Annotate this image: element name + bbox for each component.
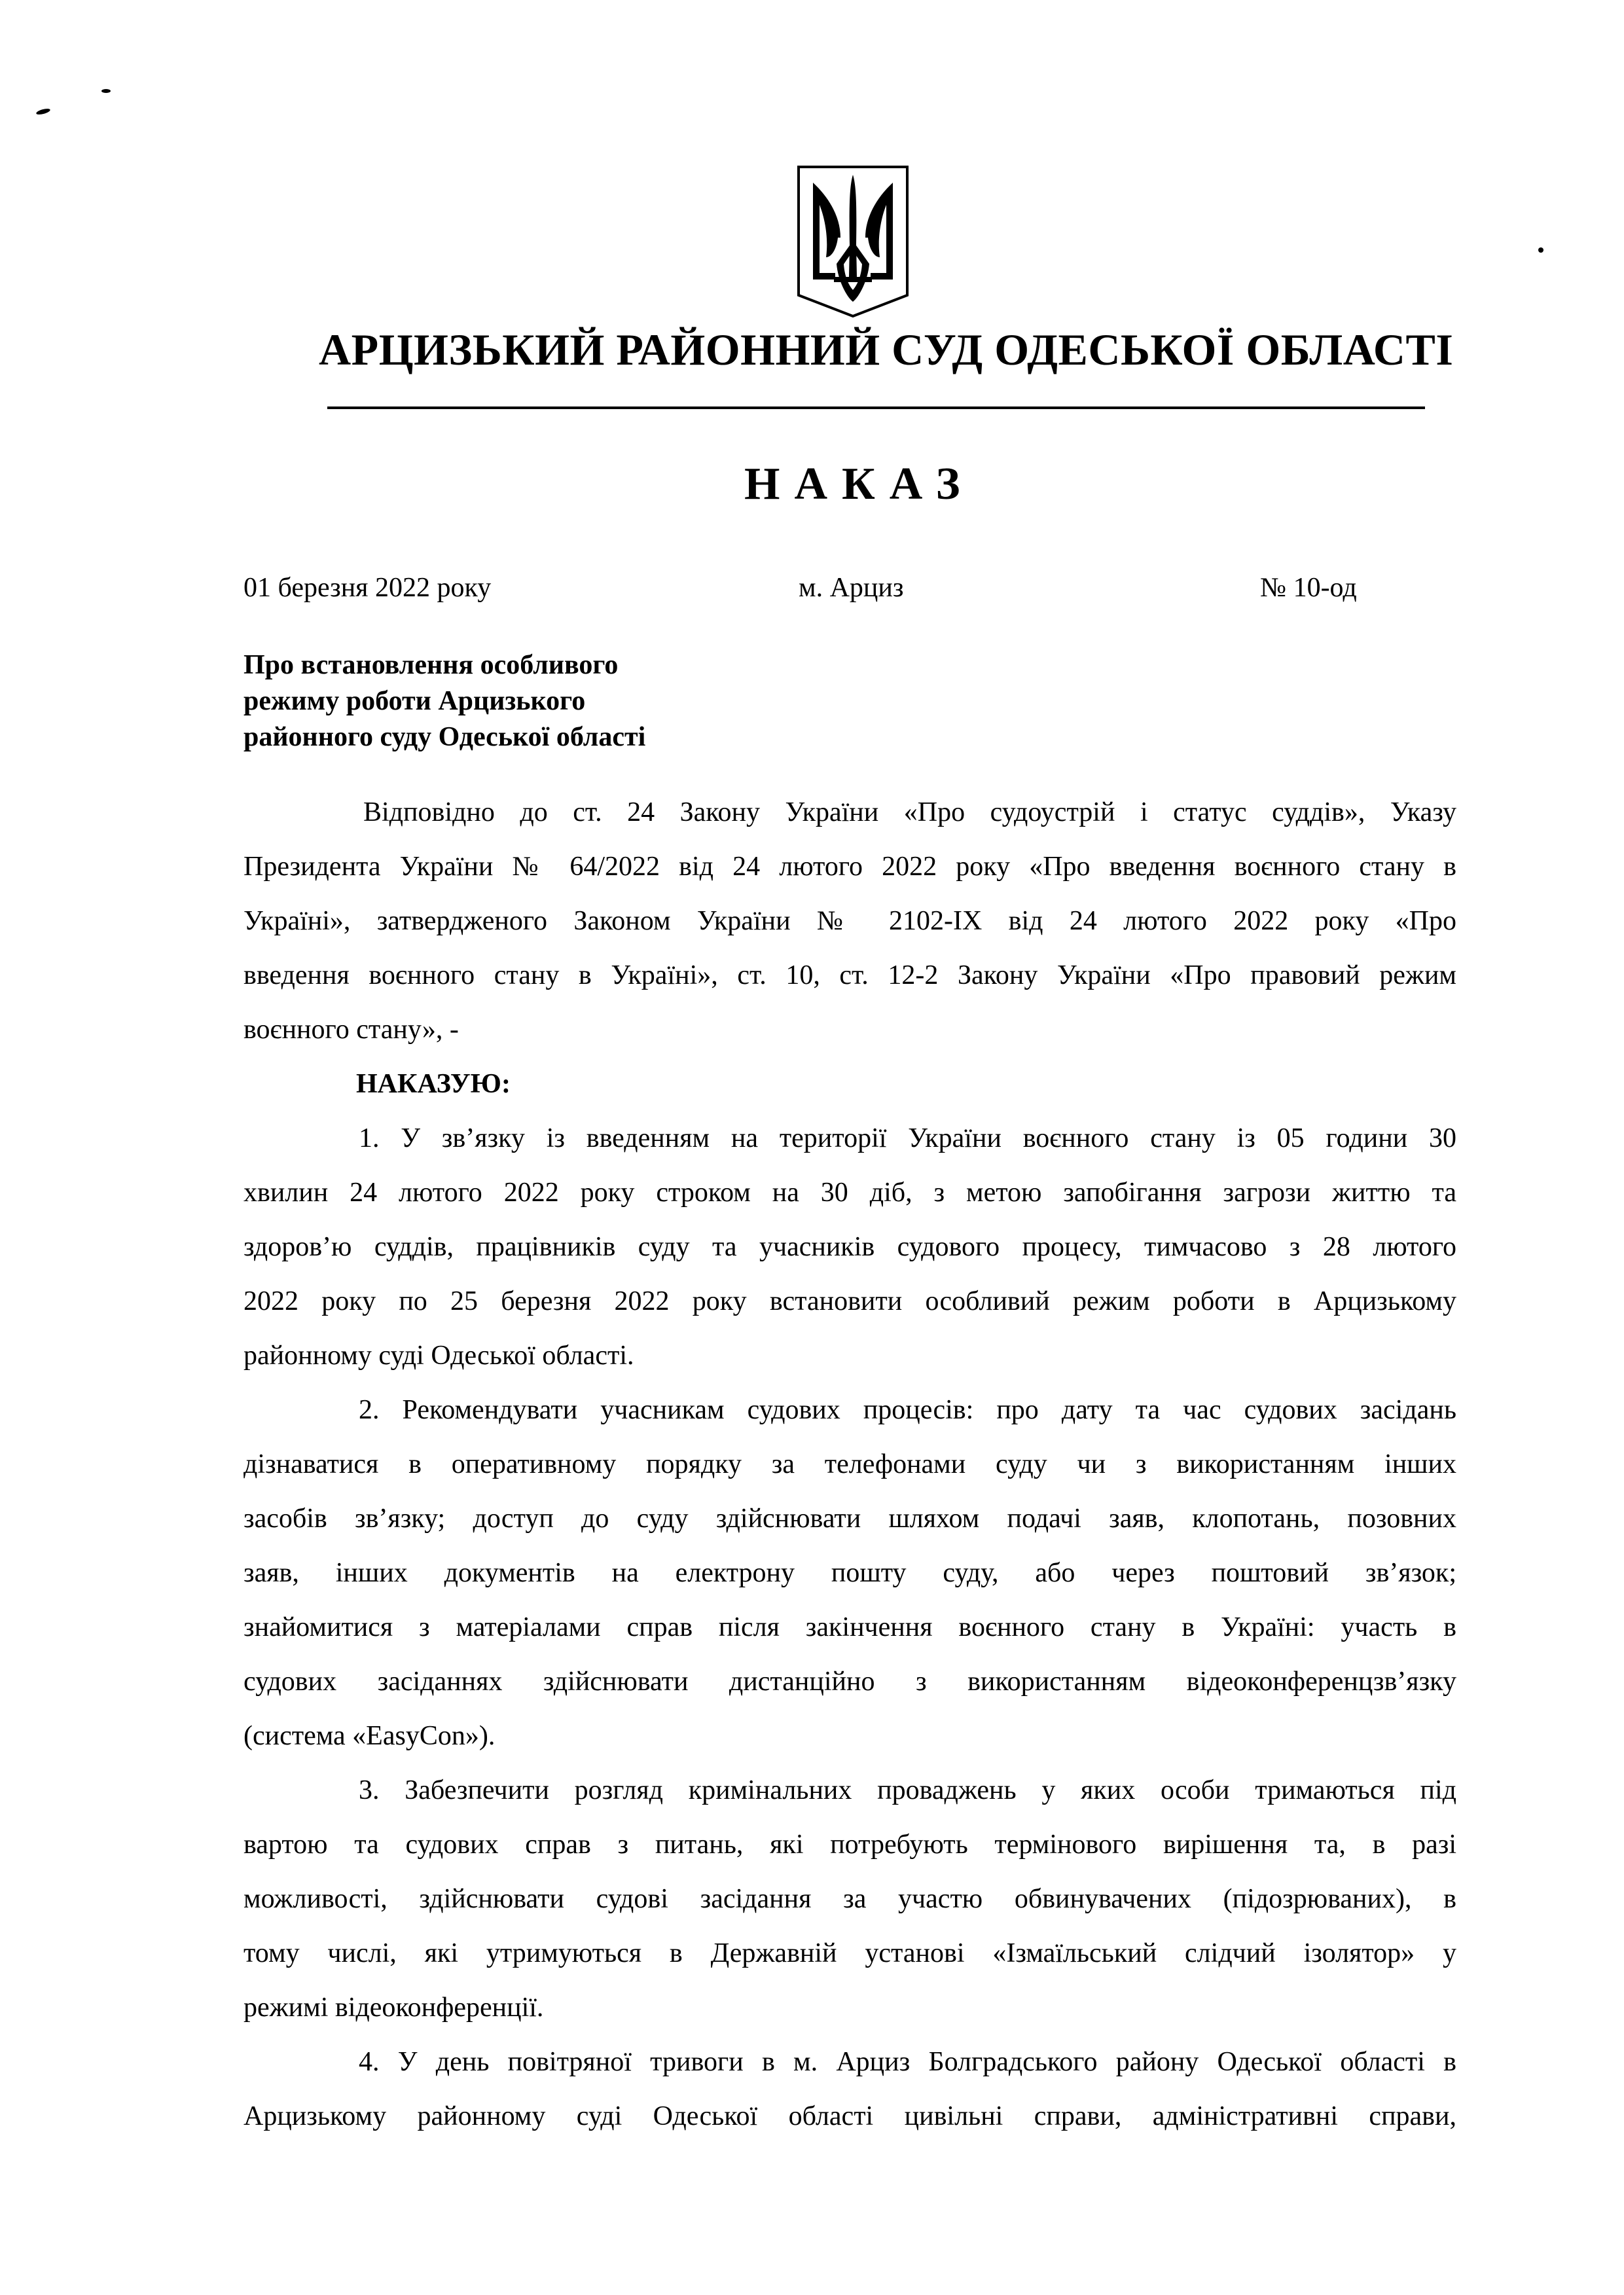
text-line: вартою та судових справ з питань, які потребують термінового вирішення та, в разі: [244, 1830, 1456, 1860]
text-line: здоров’ю суддів, працівників суду та учасників судового процесу, тимчасово з 28 лютого: [244, 1232, 1456, 1262]
text-line: 4. У день повітряної тривоги в м. Арциз Болградського району Одеської області в: [359, 2047, 1456, 2077]
subject-line: районного суду Одеської області: [244, 722, 646, 752]
text-line: (система «EasyCon»).: [244, 1721, 496, 1751]
text-line: 2. Рекомендувати учасникам судових процесів: про дату та час судових засідань: [359, 1395, 1456, 1425]
scan-speck: [35, 107, 50, 115]
order-item-2: [244, 1383, 1456, 1763]
text-line: 1. У зв’язку із введенням на території України воєнного стану із 05 години 30: [359, 1123, 1456, 1153]
text-line: Відповідно до ст. 24 Закону України «Про судоустрій і статус суддів», Указу: [363, 797, 1456, 827]
order-verb: НАКАЗУЮ:: [356, 1069, 511, 1099]
document-type-title: НАКАЗ: [744, 459, 975, 509]
order-subject: [244, 647, 645, 755]
text-line: воєнного стану», -: [244, 1015, 459, 1045]
order-item-4: [244, 2035, 1456, 2144]
order-item-1: [244, 1111, 1456, 1383]
text-line: Арцизькому районному суді Одеської області цивільні справи, адміністративні справи,: [244, 2101, 1456, 2131]
text-line: Президента України № 64/2022 від 24 лютого 2022 року «Про введення воєнного стану в: [244, 852, 1456, 882]
text-line: хвилин 24 лютого 2022 року строком на 30 діб, з метою запобігання загрози життю та: [244, 1178, 1456, 1208]
order-body: [244, 786, 1456, 2144]
order-number: № 10-од: [1260, 573, 1357, 603]
subject-line: режиму роботи Арцизького: [244, 686, 586, 716]
text-line: районному суді Одеської області.: [244, 1341, 634, 1371]
text-line: судових засіданнях здійснювати дистанційно з використанням відеоконференцзв’язку: [244, 1667, 1456, 1697]
text-line: дізнаватися в оперативному порядку за телефонами суду чи з використанням інших: [244, 1449, 1456, 1479]
text-line: засобів зв’язку; доступ до суду здійснювати шляхом подачі заяв, клопотань, позовних: [244, 1504, 1456, 1534]
coat-of-arms-icon: [797, 166, 909, 317]
text-line: 3. Забезпечити розгляд кримінальних проваджень у яких особи тримаються під: [359, 1775, 1456, 1805]
text-line: тому числі, які утримуються в Державній установі «Ізмаїльський слідчий ізолятор» у: [244, 1938, 1456, 1968]
text-line: Україні», затвердженого Законом України № 2102-IX від 24 лютого 2022 року «Про: [244, 906, 1456, 936]
text-line: 2022 року по 25 березня 2022 року встановити особливий режим роботи в Арцизькому: [244, 1286, 1456, 1316]
text-line: можливості, здійснювати судові засідання за участю обвинувачених (підозрюваних), в: [244, 1884, 1456, 1914]
header-divider: [327, 407, 1425, 409]
subject-line: Про встановлення особливого: [244, 650, 619, 680]
preamble-paragraph: [244, 786, 1456, 1057]
text-line: режимі відеоконференції.: [244, 1993, 544, 2023]
text-line: знайомитися з матеріалами справ після закінчення воєнного стану в Україні: участь в: [244, 1612, 1456, 1642]
order-city: м. Арциз: [799, 573, 904, 603]
order-item-3: [244, 1763, 1456, 2035]
scan-speck: [101, 89, 111, 93]
text-line: введення воєнного стану в Україні», ст. 10, ст. 12-2 Закону України «Про правовий режим: [244, 960, 1456, 990]
text-line: заяв, інших документів на електрону пошту суду, або через поштовий зв’язок;: [244, 1558, 1456, 1588]
court-name-heading: АРЦИЗЬКИЙ РАЙОННИЙ СУД ОДЕСЬКОЇ ОБЛАСТІ: [319, 325, 1454, 374]
order-date: 01 березня 2022 року: [244, 573, 492, 603]
scan-speck: [1538, 247, 1543, 253]
